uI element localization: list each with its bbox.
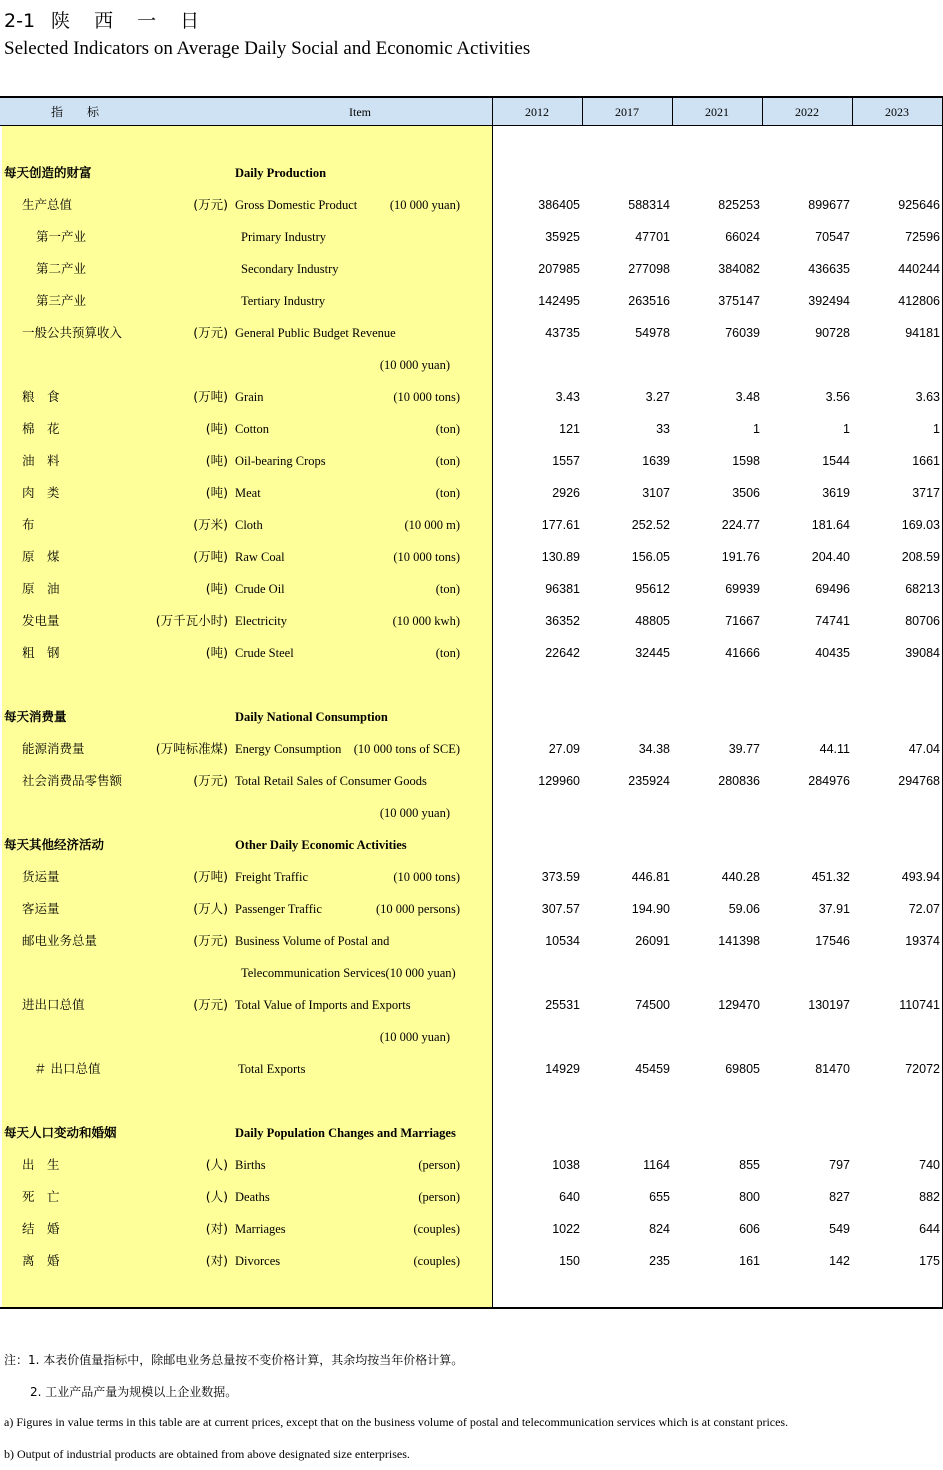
table-cell-value: 284976 <box>808 774 850 788</box>
table-cell-value: 446.81 <box>631 870 670 884</box>
item-name-en: Tertiary Industry <box>241 294 326 308</box>
section-heading-cn: 每天其他经济活动 <box>4 837 105 852</box>
page-title-en: Selected Indicators on Average Daily Social and Economic Activities <box>4 38 531 59</box>
unit-label-en: (10 000 yuan) <box>389 198 460 212</box>
table-cell-value: 121 <box>559 422 580 436</box>
table-cell-value: 280836 <box>718 774 760 788</box>
unit-label-en: (10 000 tons) <box>393 870 460 884</box>
table-cell-value: 1164 <box>643 1158 670 1172</box>
unit-label-en: (10 000 tons) <box>393 550 460 564</box>
item-name-cn: 死 亡 <box>22 1189 60 1204</box>
table-cell-value: 3.56 <box>825 390 850 404</box>
item-name-en: Crude Steel <box>235 646 294 660</box>
table-cell-value: 2926 <box>552 486 580 500</box>
table-cell-value: 72072 <box>905 1062 940 1076</box>
table-cell-value: 10534 <box>545 934 580 948</box>
item-name-cn: 粗 钢 <box>22 645 60 660</box>
table-cell-value: 1639 <box>642 454 670 468</box>
table-cell-value: 1 <box>753 422 760 436</box>
unit-label-cn: (万吨) <box>193 549 228 564</box>
item-name-en: Deaths <box>235 1190 270 1204</box>
item-name-cn: 肉 类 <box>22 485 60 500</box>
table-cell-value: 1544 <box>822 454 850 468</box>
unit-label-en: (ton) <box>435 486 460 500</box>
table-cell-value: 375147 <box>718 294 760 308</box>
item-name-en: Energy Consumption <box>235 742 342 756</box>
unit-label-en: (couples) <box>413 1222 460 1236</box>
table-cell-value: 43735 <box>545 326 580 340</box>
table-cell-value: 493.94 <box>901 870 940 884</box>
item-name-en: Telecommunication Services(10 000 yuan) <box>241 966 456 980</box>
unit-label-cn: (万吨标准煤) <box>155 741 228 756</box>
table-cell-value: 27.09 <box>548 742 580 756</box>
item-name-en: Gross Domestic Product <box>235 198 358 212</box>
footnote-cn-1: 注：1. 本表价值量指标中，除邮电业务总量按不变价格计算，其余均按当年价格计算。 <box>4 1353 464 1367</box>
table-cell-value: 33 <box>656 422 670 436</box>
table-cell-value: 825253 <box>718 198 760 212</box>
table-cell-value: 855 <box>739 1158 760 1172</box>
table-cell-value: 95612 <box>635 582 670 596</box>
table-cell-value: 384082 <box>718 262 760 276</box>
table-cell-value: 129960 <box>538 774 580 788</box>
table-cell-value: 181.64 <box>811 518 850 532</box>
title-char: 一 <box>137 10 157 32</box>
header-item: Item <box>349 105 371 119</box>
table-cell-value: 72596 <box>905 230 940 244</box>
table-cell-value: 74741 <box>815 614 850 628</box>
table-cell-value: 177.61 <box>541 518 580 532</box>
unit-label-cn: (万米) <box>193 517 228 532</box>
item-name-en: Primary Industry <box>241 230 327 244</box>
table-cell-value: 142 <box>829 1254 850 1268</box>
table-cell-value: 588314 <box>628 198 670 212</box>
section-heading-cn: 每天人口变动和婚姻 <box>4 1125 117 1140</box>
table-cell-value: 37.91 <box>818 902 850 916</box>
table-cell-value: 156.05 <box>631 550 670 564</box>
table-cell-value: 3.27 <box>645 390 670 404</box>
table-cell-value: 3.63 <box>915 390 940 404</box>
table-cell-value: 17546 <box>815 934 850 948</box>
table-cell-value: 797 <box>829 1158 850 1172</box>
unit-label-cn: (万元) <box>193 325 228 340</box>
item-name-cn: 第二产业 <box>36 261 87 276</box>
unit-label-cn: (万元) <box>193 997 228 1012</box>
table-cell-value: 90728 <box>815 326 850 340</box>
table-cell-value: 169.03 <box>901 518 940 532</box>
unit-label-cn: (人) <box>205 1189 228 1204</box>
item-name-en: Total Retail Sales of Consumer Goods <box>235 774 427 788</box>
unit-label-cn: (万人) <box>193 901 228 916</box>
table-cell-value: 66024 <box>725 230 760 244</box>
item-name-en: Cloth <box>235 518 263 532</box>
table-number: 2-1 <box>4 10 36 32</box>
table-cell-value: 3619 <box>822 486 850 500</box>
table-cell-value: 19374 <box>905 934 940 948</box>
table-cell-value: 235924 <box>628 774 670 788</box>
item-name-cn: 发电量 <box>22 613 60 628</box>
table-cell-value: 72.07 <box>908 902 940 916</box>
unit-label-en: (10 000 m) <box>404 518 460 532</box>
unit-label-en: (10 000 tons) <box>393 390 460 404</box>
table-cell-value: 175 <box>919 1254 940 1268</box>
table-cell-value: 69496 <box>815 582 850 596</box>
table-cell-value: 373.59 <box>541 870 580 884</box>
header-year: 2017 <box>615 105 639 119</box>
item-name-cn: 邮电业务总量 <box>22 933 98 948</box>
unit-label: (10 000 yuan) <box>379 1030 450 1044</box>
table-cell-value: 1022 <box>552 1222 580 1236</box>
section-heading-en: Daily National Consumption <box>235 710 388 724</box>
item-name-cn: 粮 食 <box>22 389 60 404</box>
header-divider <box>762 96 763 126</box>
item-name-cn: 生产总值 <box>22 197 73 212</box>
footnote-en-a: a) Figures in value terms in this table are at current prices, except that on the business volume of postal and telecommunication services which is at constant prices. <box>4 1415 789 1429</box>
table-cell-value: 386405 <box>538 198 580 212</box>
title-char: 陕 <box>51 10 71 32</box>
item-name-en: Divorces <box>235 1254 281 1268</box>
table-cell-value: 451.32 <box>811 870 850 884</box>
item-name-cn: 出 生 <box>22 1157 60 1172</box>
footnote-cn-2: 2. 工业产品产量为规模以上企业数据。 <box>30 1385 238 1399</box>
item-name-en: Electricity <box>235 614 288 628</box>
table-cell-value: 655 <box>649 1190 670 1204</box>
unit-label-cn: (万元) <box>193 773 228 788</box>
item-name-en: Grain <box>235 390 264 404</box>
table-cell-value: 36352 <box>545 614 580 628</box>
table-cell-value: 48805 <box>635 614 670 628</box>
table-cell-value: 740 <box>919 1158 940 1172</box>
table-cell-value: 824 <box>649 1222 670 1236</box>
table-cell-value: 440.28 <box>721 870 760 884</box>
item-name-cn: 能源消费量 <box>22 741 85 756</box>
table-cell-value: 235 <box>649 1254 670 1268</box>
header-year: 2012 <box>525 105 549 119</box>
table-cell-value: 130.89 <box>541 550 580 564</box>
header-indicator: 指 标 <box>50 105 99 119</box>
table-cell-value: 26091 <box>635 934 670 948</box>
table-cell-value: 294768 <box>898 774 940 788</box>
unit-label: (10 000 yuan) <box>379 806 450 820</box>
table-cell-value: 130197 <box>808 998 850 1012</box>
item-name-cn: ＃ 出口总值 <box>34 1061 101 1076</box>
header-divider <box>582 96 583 126</box>
table-cell-value: 644 <box>919 1222 940 1236</box>
unit-label-en: (ton) <box>435 454 460 468</box>
item-name-cn: 棉 花 <box>22 421 60 436</box>
unit-label-en: (couples) <box>413 1254 460 1268</box>
table-cell-value: 22642 <box>545 646 580 660</box>
table-cell-value: 32445 <box>635 646 670 660</box>
unit-label-en: (person) <box>418 1190 460 1204</box>
section-heading-en: Daily Population Changes and Marriages <box>235 1126 456 1140</box>
item-name-en: Passenger Traffic <box>235 902 322 916</box>
table-cell-value: 1 <box>843 422 850 436</box>
table-cell-value: 412806 <box>898 294 940 308</box>
table-cell-value: 71667 <box>725 614 760 628</box>
table-cell-value: 1598 <box>732 454 760 468</box>
table-cell-value: 882 <box>919 1190 940 1204</box>
table-cell-value: 44.11 <box>819 742 850 756</box>
unit-label-en: (ton) <box>435 582 460 596</box>
item-name-cn: 布 <box>22 517 35 532</box>
item-name-en: Crude Oil <box>235 582 285 596</box>
unit-label-en: (person) <box>418 1158 460 1172</box>
item-name-en: Total Exports <box>238 1062 306 1076</box>
section-heading-cn: 每天创造的财富 <box>4 165 92 180</box>
table-cell-value: 39084 <box>905 646 940 660</box>
table-cell-value: 252.52 <box>631 518 670 532</box>
unit-label-cn: (吨) <box>205 421 228 436</box>
section-heading-cn: 每天消费量 <box>4 709 67 724</box>
table-cell-value: 34.38 <box>638 742 670 756</box>
item-name-en: Freight Traffic <box>235 870 309 884</box>
table-cell-value: 208.59 <box>901 550 940 564</box>
page-title-cn <box>4 6 199 33</box>
table-cell-value: 827 <box>829 1190 850 1204</box>
item-name-cn: 原 煤 <box>22 549 60 564</box>
table-cell-value: 70547 <box>815 230 850 244</box>
table-cell-value: 392494 <box>808 294 850 308</box>
table-bottom-rule <box>0 1307 943 1309</box>
unit-label-en: (10 000 kwh) <box>392 614 460 628</box>
table-cell-value: 94181 <box>905 326 940 340</box>
section-heading-en: Other Daily Economic Activities <box>235 838 407 852</box>
table-cell-value: 277098 <box>628 262 670 276</box>
header-divider <box>672 96 673 126</box>
item-name-cn: 客运量 <box>22 901 60 916</box>
table-cell-value: 110741 <box>899 998 940 1012</box>
unit-label-cn: (吨) <box>205 485 228 500</box>
table-cell-value: 1038 <box>552 1158 580 1172</box>
table-cell-value: 1 <box>933 422 940 436</box>
table-cell-value: 207985 <box>538 262 580 276</box>
item-name-cn: 货运量 <box>22 869 60 884</box>
table-cell-value: 69939 <box>725 582 760 596</box>
item-name-cn: 一般公共预算收入 <box>22 325 123 340</box>
item-name-en: Cotton <box>235 422 270 436</box>
table-cell-value: 3107 <box>642 486 670 500</box>
unit-label-cn: (万吨) <box>193 389 228 404</box>
table-cell-value: 800 <box>739 1190 760 1204</box>
unit-label-cn: (万元) <box>193 197 228 212</box>
unit-label-en: (10 000 persons) <box>375 902 460 916</box>
item-name-en: Marriages <box>235 1222 286 1236</box>
title-char: 日 <box>180 10 200 32</box>
unit-label-cn: (吨) <box>205 453 228 468</box>
table-cell-value: 141398 <box>718 934 760 948</box>
header-year: 2021 <box>705 105 729 119</box>
unit-label-en: (ton) <box>435 422 460 436</box>
table-cell-value: 925646 <box>898 198 940 212</box>
table-cell-value: 76039 <box>725 326 760 340</box>
table-cell-value: 161 <box>739 1254 760 1268</box>
table-cell-value: 14929 <box>545 1062 580 1076</box>
unit-label-cn: (人) <box>205 1157 228 1172</box>
table-cell-value: 1557 <box>552 454 580 468</box>
item-name-cn: 离 婚 <box>22 1253 60 1268</box>
item-name-cn: 进出口总值 <box>22 997 85 1012</box>
table-cell-value: 96381 <box>545 582 580 596</box>
table-cell-value: 129470 <box>718 998 760 1012</box>
item-name-en: Births <box>235 1158 266 1172</box>
unit-label-cn: (吨) <box>205 645 228 660</box>
item-name-en: Meat <box>235 486 261 500</box>
table-cell-value: 263516 <box>628 294 670 308</box>
item-name-cn: 第三产业 <box>36 293 87 308</box>
item-name-en: Oil-bearing Crops <box>235 454 326 468</box>
unit-label-cn: (万千瓦小时) <box>155 613 228 628</box>
table-cell-value: 224.77 <box>721 518 760 532</box>
item-name-en: Raw Coal <box>235 550 285 564</box>
table-cell-value: 204.40 <box>811 550 850 564</box>
unit-label-cn: (对) <box>205 1221 228 1236</box>
item-name-en: Secondary Industry <box>241 262 339 276</box>
table-cell-value: 69805 <box>725 1062 760 1076</box>
table-cell-value: 45459 <box>635 1062 670 1076</box>
section-heading-en: Daily Production <box>235 166 327 180</box>
table-cell-value: 307.57 <box>541 902 580 916</box>
unit-label-cn: (吨) <box>205 581 228 596</box>
table-cell-value: 436635 <box>808 262 850 276</box>
table-cell-value: 81470 <box>815 1062 850 1076</box>
table-cell-value: 3.48 <box>735 390 760 404</box>
table-cell-value: 40435 <box>815 646 850 660</box>
item-name-cn: 油 料 <box>22 453 60 468</box>
item-name-cn: 结 婚 <box>22 1221 60 1236</box>
header-year: 2023 <box>885 105 909 119</box>
unit-label: (10 000 yuan) <box>379 358 450 372</box>
table-cell-value: 3.43 <box>555 390 580 404</box>
item-name-cn: 原 油 <box>22 581 60 596</box>
table-cell-value: 41666 <box>725 646 760 660</box>
table-cell-value: 25531 <box>545 998 580 1012</box>
unit-label-cn: (对) <box>205 1253 228 1268</box>
table-cell-value: 35925 <box>545 230 580 244</box>
table-cell-value: 606 <box>739 1222 760 1236</box>
table-cell-value: 74500 <box>635 998 670 1012</box>
table-header <box>0 96 943 126</box>
table-cell-value: 150 <box>559 1254 580 1268</box>
table-cell-value: 39.77 <box>728 742 760 756</box>
header-divider <box>852 96 853 126</box>
footnote-en-b: b) Output of industrial products are obtained from above designated size enterprises. <box>4 1447 410 1461</box>
title-char: 西 <box>94 10 114 32</box>
unit-label-en: (ton) <box>435 646 460 660</box>
table-cell-value: 194.90 <box>631 902 670 916</box>
header-year: 2022 <box>795 105 819 119</box>
table-cell-value: 1661 <box>912 454 940 468</box>
table-cell-value: 549 <box>829 1222 850 1236</box>
unit-label-cn: (万吨) <box>193 869 228 884</box>
table-cell-value: 191.76 <box>721 550 760 564</box>
table-cell-value: 440244 <box>898 262 940 276</box>
table-cell-value: 899677 <box>808 198 850 212</box>
table-cell-value: 59.06 <box>728 902 760 916</box>
table-cell-value: 3506 <box>732 486 760 500</box>
item-name-cn: 第一产业 <box>36 229 87 244</box>
unit-label-cn: (万元) <box>193 933 228 948</box>
table-cell-value: 47.04 <box>908 742 940 756</box>
table-cell-value: 640 <box>559 1190 580 1204</box>
unit-label-en: (10 000 tons of SCE) <box>353 742 460 756</box>
table-cell-value: 3717 <box>912 486 940 500</box>
item-name-en: General Public Budget Revenue <box>235 326 396 340</box>
table-cell-value: 68213 <box>905 582 940 596</box>
column-divider <box>492 96 493 1308</box>
item-name-cn: 社会消费品零售额 <box>22 773 123 788</box>
table-cell-value: 142495 <box>538 294 580 308</box>
table-cell-value: 47701 <box>635 230 670 244</box>
table-cell-value: 54978 <box>635 326 670 340</box>
table-cell-value: 80706 <box>905 614 940 628</box>
item-name-en: Business Volume of Postal and <box>235 934 390 948</box>
item-name-en: Total Value of Imports and Exports <box>235 998 411 1012</box>
